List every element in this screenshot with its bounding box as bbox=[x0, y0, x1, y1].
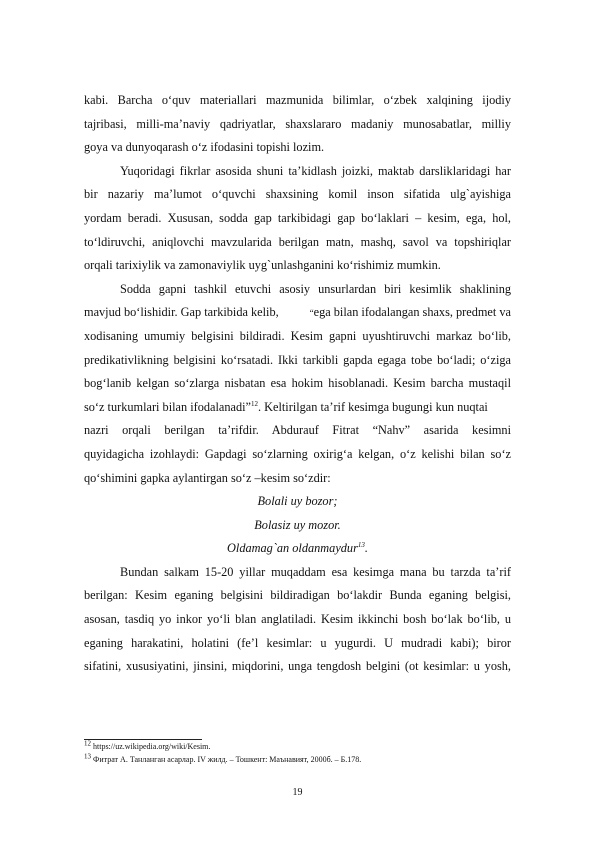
text-line: xodisaning umumiy belgisini bildiradi. Kesim gapni uyushtiruvchi markaz boʻlib, bbox=[84, 328, 511, 343]
text-line: kabi. Barcha o‘quv materiallari mazmunida bilimlar, o‘zbek xalqining ijodiy bbox=[84, 93, 511, 107]
text-line: eganing harakatini, holatini (fe’l kesimlar: u yugurdi. U mudradi kabi); biror bbox=[84, 635, 511, 650]
footnote-ref-12: 12 bbox=[250, 399, 258, 408]
text-line: quyidagicha izohlaydi: Gapdagi so‘zlarning oxirig‘a kelgan, o‘z kelishi bilan so‘z bbox=[84, 446, 511, 461]
text-line: berilgan: Kesim eganing belgisini bildiradigan bo‘lakdir Bunda eganing belgisi, bbox=[84, 588, 511, 603]
text-line: orqali tarixiylik va zamonaviylik uyg`unlashganini ko‘rishimiz mumkin. bbox=[84, 258, 441, 273]
footnote-text: Фитрат А. Танланган асарлар. IV жилд. – Тошкент: Маънавият, 2000б. – Б.178. bbox=[91, 755, 362, 764]
footnote-text: https://uz.wikipedia.org/wiki/Kesim. bbox=[91, 742, 211, 751]
text-line: Yuqoridagi fikrlar asosida shuni ta’kidlash joizki, maktab darsliklaridagi har bbox=[120, 163, 511, 178]
text-line: qo‘shimini gapka aylantirgan so‘z –kesim so‘zdir: bbox=[84, 470, 331, 485]
text-line: goya va dunyoqarash o‘z ifodasini topishi lozim. bbox=[84, 140, 325, 155]
text-line-with-quote bbox=[84, 301, 511, 325]
footnote-ref-13: 13 bbox=[357, 541, 365, 550]
text-segment: Oldamag`an oldanmaydur bbox=[227, 541, 358, 556]
footnote-divider bbox=[84, 739, 202, 740]
document-body bbox=[84, 89, 511, 679]
text-line: to‘ldiruvchi, aniqlovchi mavzularida berilgan matn, mashq, savol va topshiriqlar bbox=[84, 234, 511, 249]
text-segment: . Keltirilgan ta’rif kesimga bugungi kun nuqtai bbox=[257, 399, 488, 414]
text-line: bir nazariy ma’lumot o‘quvchi shaxsining komil inson sifatida ulg`ayishiga bbox=[84, 187, 511, 202]
footnote-number: 13 bbox=[84, 752, 91, 761]
footnote-12 bbox=[84, 739, 211, 752]
text-segment: ega bilan ifodalangan shaxs, predmet va bbox=[313, 305, 511, 320]
proverb-line: Oldamag`an oldanmaydur$^{13}$. bbox=[227, 541, 368, 556]
text-segment bbox=[310, 301, 511, 325]
text-line: predikativlikning belgisini koʻrsatadi. Ikki tarkibli gapda egaga tobe boʻladi; oʻziga bbox=[84, 352, 511, 367]
footnote-13 bbox=[84, 752, 362, 765]
text-line: yordam beradi. Xususan, sodda gap tarkibidagi gap bo‘laklari – kesim, ega, hol, bbox=[84, 210, 511, 225]
text-segment: mavjud bo‘lishidir. Gap tarkibida kelib, bbox=[84, 305, 279, 320]
open-quote: “ bbox=[309, 308, 314, 319]
text-segment: soʻz turkumlari bilan ifodalanadi” bbox=[84, 399, 251, 414]
proverb-line: Bolali uy bozor; bbox=[257, 494, 338, 509]
text-line: Sodda gapni tashkil etuvchi asosiy unsurlardan biri kesimlik shaklining bbox=[120, 281, 511, 296]
text-line: asosan, tasdiq yo inkor yo‘li blan anglatiladi. Kesim ikkinchi bosh bo‘lak bo‘lib, u bbox=[84, 612, 511, 627]
text-line-with-footnote-ref bbox=[84, 396, 511, 420]
text-line: sifatini, xususiyatini, jinsini, miqdorini, unga tengdosh belgini (ot kesimlar: u yosh, bbox=[84, 659, 511, 674]
footnote-number: 12 bbox=[84, 739, 91, 748]
text-line: nazri orqali berilgan ta’rifdir. Abdurauf Fitrat “Nahv” asarida kesimni bbox=[84, 423, 511, 438]
text-line: Bundan salkam 15-20 yillar muqaddam esa kesimga mana bu tarzda ta’rif bbox=[120, 564, 511, 579]
page-number: 19 bbox=[292, 787, 303, 798]
proverb-line: Bolasiz uy mozor. bbox=[254, 517, 341, 532]
text-line: tajribasi, milli-ma’naviy qadriyatlar, shaxslararo madaniy munosabatlar, milliy bbox=[84, 116, 511, 131]
text-line: bogʻlanib kelgan soʻzlarga nisbatan esa hokim hisoblanadi. Kesim barcha mustaqil bbox=[84, 376, 511, 391]
